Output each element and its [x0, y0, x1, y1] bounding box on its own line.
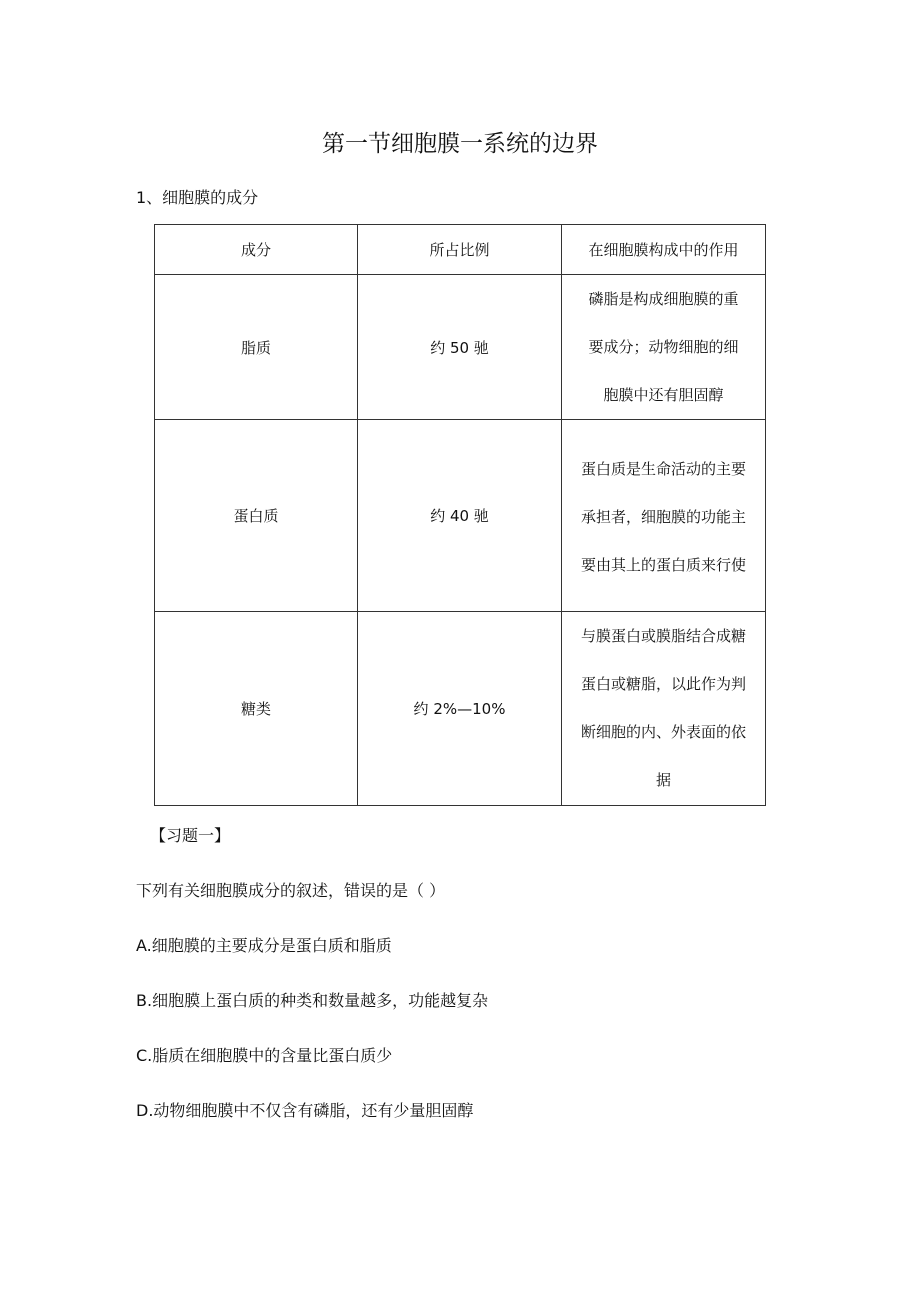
- role-line: 与膜蛋白或膜脂结合成糖: [580, 627, 746, 645]
- table-row: [155, 612, 766, 806]
- option-a: A.细胞膜的主要成分是蛋白质和脂质: [136, 936, 392, 955]
- header-role: 在细胞膜构成中的作用: [562, 225, 766, 275]
- role-line: 胞膜中还有胆固醇: [603, 386, 724, 404]
- cell-role: [562, 420, 766, 612]
- cell-component: 脂质: [155, 275, 358, 420]
- cell-role: [562, 275, 766, 420]
- role-line: 蛋白或糖脂，以此作为判: [580, 675, 746, 693]
- header-ratio: 所占比例: [358, 225, 562, 275]
- page-title: 第一节细胞膜一系统的边界: [322, 131, 598, 157]
- table-header-row: [155, 225, 766, 275]
- role-line: 断细胞的内、外表面的依: [580, 723, 746, 741]
- role-line: 承担者，细胞膜的功能主: [580, 508, 746, 526]
- header-component: 成分: [155, 225, 358, 275]
- role-line: 要由其上的蛋白质来行使: [580, 556, 746, 574]
- table-row: [155, 275, 766, 420]
- option-d: D.动物细胞膜中不仅含有磷脂，还有少量胆固醇: [136, 1101, 474, 1120]
- cell-component: 蛋白质: [155, 420, 358, 612]
- role-line: 据: [655, 771, 671, 789]
- table-row: [155, 420, 766, 612]
- exercise-question: 下列有关细胞膜成分的叙述，错误的是（ ）: [136, 881, 446, 900]
- cell-ratio: 约 40 驰: [358, 420, 562, 612]
- cell-role: [562, 612, 766, 806]
- role-line: 蛋白质是生命活动的主要: [580, 460, 746, 478]
- exercise-label: 【习题一】: [150, 826, 231, 845]
- cell-ratio: 约 2%—10%: [358, 612, 562, 806]
- option-b: B.细胞膜上蛋白质的种类和数量越多，功能越复杂: [136, 991, 489, 1010]
- composition-table: [154, 224, 766, 806]
- role-line: 要成分；动物细胞的细: [588, 338, 739, 356]
- option-c: C.脂质在细胞膜中的含量比蛋白质少: [136, 1046, 393, 1065]
- cell-ratio: 约 50 驰: [358, 275, 562, 420]
- role-line: 磷脂是构成细胞膜的重: [588, 290, 739, 308]
- section-heading: 1、细胞膜的成分: [136, 188, 259, 207]
- cell-component: 糖类: [155, 612, 358, 806]
